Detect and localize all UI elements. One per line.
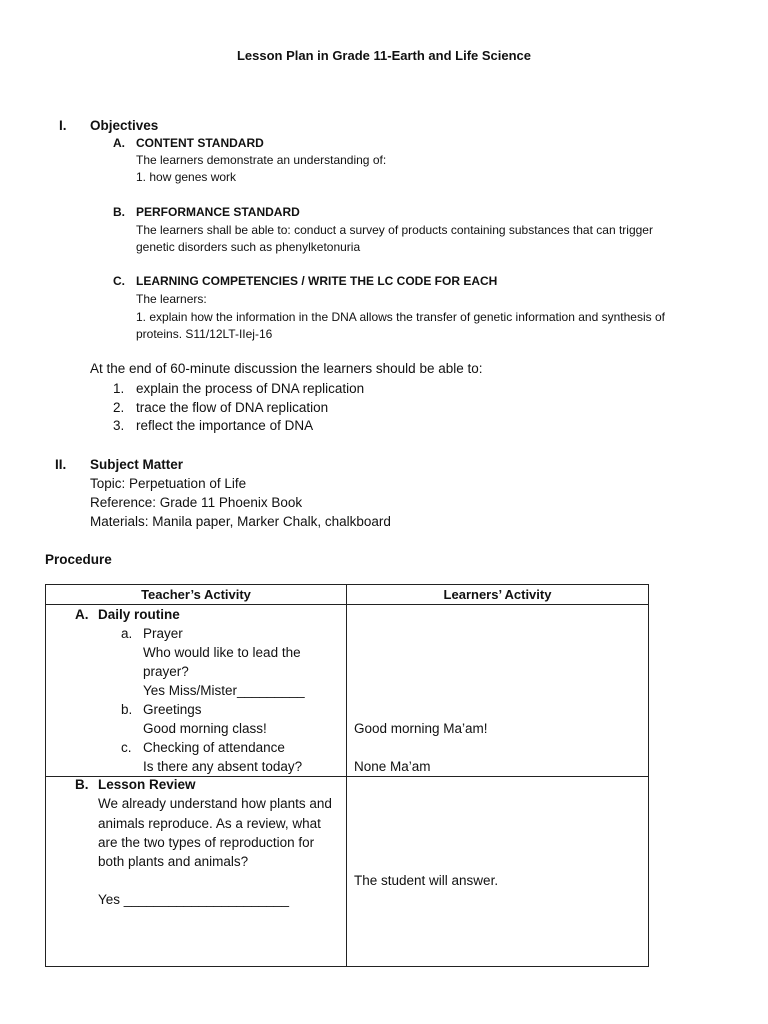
learning-competencies-line: proteins. S11/12LT-IIej-16 bbox=[136, 327, 273, 341]
learner-answer: The student will answer. bbox=[354, 873, 499, 888]
performance-standard-line: genetic disorders such as phenylketonuria bbox=[136, 240, 361, 254]
lesson-review-line: are the two types of reproduction for bbox=[98, 835, 315, 850]
daily-routine-heading: Daily routine bbox=[98, 607, 180, 622]
outcome-number: 3. bbox=[113, 418, 125, 433]
learner-cell-daily-routine bbox=[347, 605, 649, 777]
learner-greeting: Good morning Ma’am! bbox=[354, 721, 488, 736]
procedure-table bbox=[45, 584, 649, 967]
prayer-question: prayer? bbox=[143, 664, 189, 679]
greetings-label: Greetings bbox=[143, 702, 202, 717]
performance-standard-heading: PERFORMANCE STANDARD bbox=[136, 205, 300, 219]
subject-topic: Topic: Perpetuation of Life bbox=[90, 476, 247, 491]
outcome-number: 1. bbox=[113, 381, 125, 396]
performance-standard-line: The learners shall be able to: conduct a survey of products containing substances that can trigger bbox=[136, 223, 653, 237]
table-row bbox=[46, 605, 649, 777]
performance-standard-letter: B. bbox=[113, 205, 125, 219]
prayer-letter: a. bbox=[121, 626, 133, 641]
procedure-heading: Procedure bbox=[45, 552, 112, 567]
attendance-question: Is there any absent today? bbox=[143, 759, 303, 774]
attendance-letter: c. bbox=[121, 740, 132, 755]
content-standard-heading: CONTENT STANDARD bbox=[136, 136, 264, 150]
table-header-row bbox=[46, 585, 649, 605]
outcome-text: trace the flow of DNA replication bbox=[136, 400, 329, 415]
lesson-review-letter: B. bbox=[75, 777, 89, 792]
column-header-learners: Learners’ Activity bbox=[347, 585, 649, 605]
objectives-heading: Objectives bbox=[90, 118, 159, 133]
lesson-review-line: animals reproduce. As a review, what bbox=[98, 816, 321, 831]
subject-reference: Reference: Grade 11 Phoenix Book bbox=[90, 495, 303, 510]
learning-competencies-letter: C. bbox=[113, 274, 125, 288]
content-standard-line: The learners demonstrate an understanding of: bbox=[136, 153, 387, 167]
teacher-cell-daily-routine bbox=[46, 605, 347, 777]
prayer-label: Prayer bbox=[143, 626, 183, 641]
learner-attendance: None Ma’am bbox=[354, 759, 431, 774]
learning-competencies-line: 1. explain how the information in the DNA allows the transfer of genetic information and synthesis of bbox=[136, 310, 665, 324]
section-numeral-objectives: I. bbox=[59, 118, 67, 133]
greetings-letter: b. bbox=[121, 702, 133, 717]
outcomes-intro: At the end of 60-minute discussion the learners should be able to: bbox=[90, 361, 483, 376]
daily-routine-letter: A. bbox=[75, 607, 89, 622]
lesson-review-line: We already understand how plants and bbox=[98, 796, 332, 811]
learning-competencies-heading: LEARNING COMPETENCIES / WRITE THE LC CODE FOR EACH bbox=[136, 274, 498, 288]
learner-cell-lesson-review bbox=[347, 777, 649, 967]
learning-competencies-line: The learners: bbox=[136, 292, 207, 306]
lesson-review-answer: Yes ______________________ bbox=[98, 892, 289, 907]
content-standard-line: 1. how genes work bbox=[136, 170, 237, 184]
greetings-line: Good morning class! bbox=[143, 721, 267, 736]
outcome-number: 2. bbox=[113, 400, 125, 415]
prayer-answer: Yes Miss/Mister_________ bbox=[143, 683, 305, 698]
prayer-question: Who would like to lead the bbox=[143, 645, 301, 660]
outcome-text: reflect the importance of DNA bbox=[136, 418, 314, 433]
section-numeral-subject-matter: II. bbox=[55, 457, 67, 472]
teacher-cell-lesson-review bbox=[46, 777, 347, 967]
page-title: Lesson Plan in Grade 11-Earth and Life Science bbox=[236, 48, 532, 63]
subject-materials: Materials: Manila paper, Marker Chalk, chalkboard bbox=[90, 514, 391, 529]
column-header-teacher: Teacher’s Activity bbox=[46, 585, 347, 605]
outcome-text: explain the process of DNA replication bbox=[136, 381, 365, 396]
attendance-label: Checking of attendance bbox=[143, 740, 285, 755]
table-row bbox=[46, 777, 649, 967]
subject-matter-heading: Subject Matter bbox=[90, 457, 184, 472]
lesson-review-heading: Lesson Review bbox=[98, 777, 196, 792]
content-standard-letter: A. bbox=[113, 136, 125, 150]
lesson-review-line: both plants and animals? bbox=[98, 854, 249, 869]
